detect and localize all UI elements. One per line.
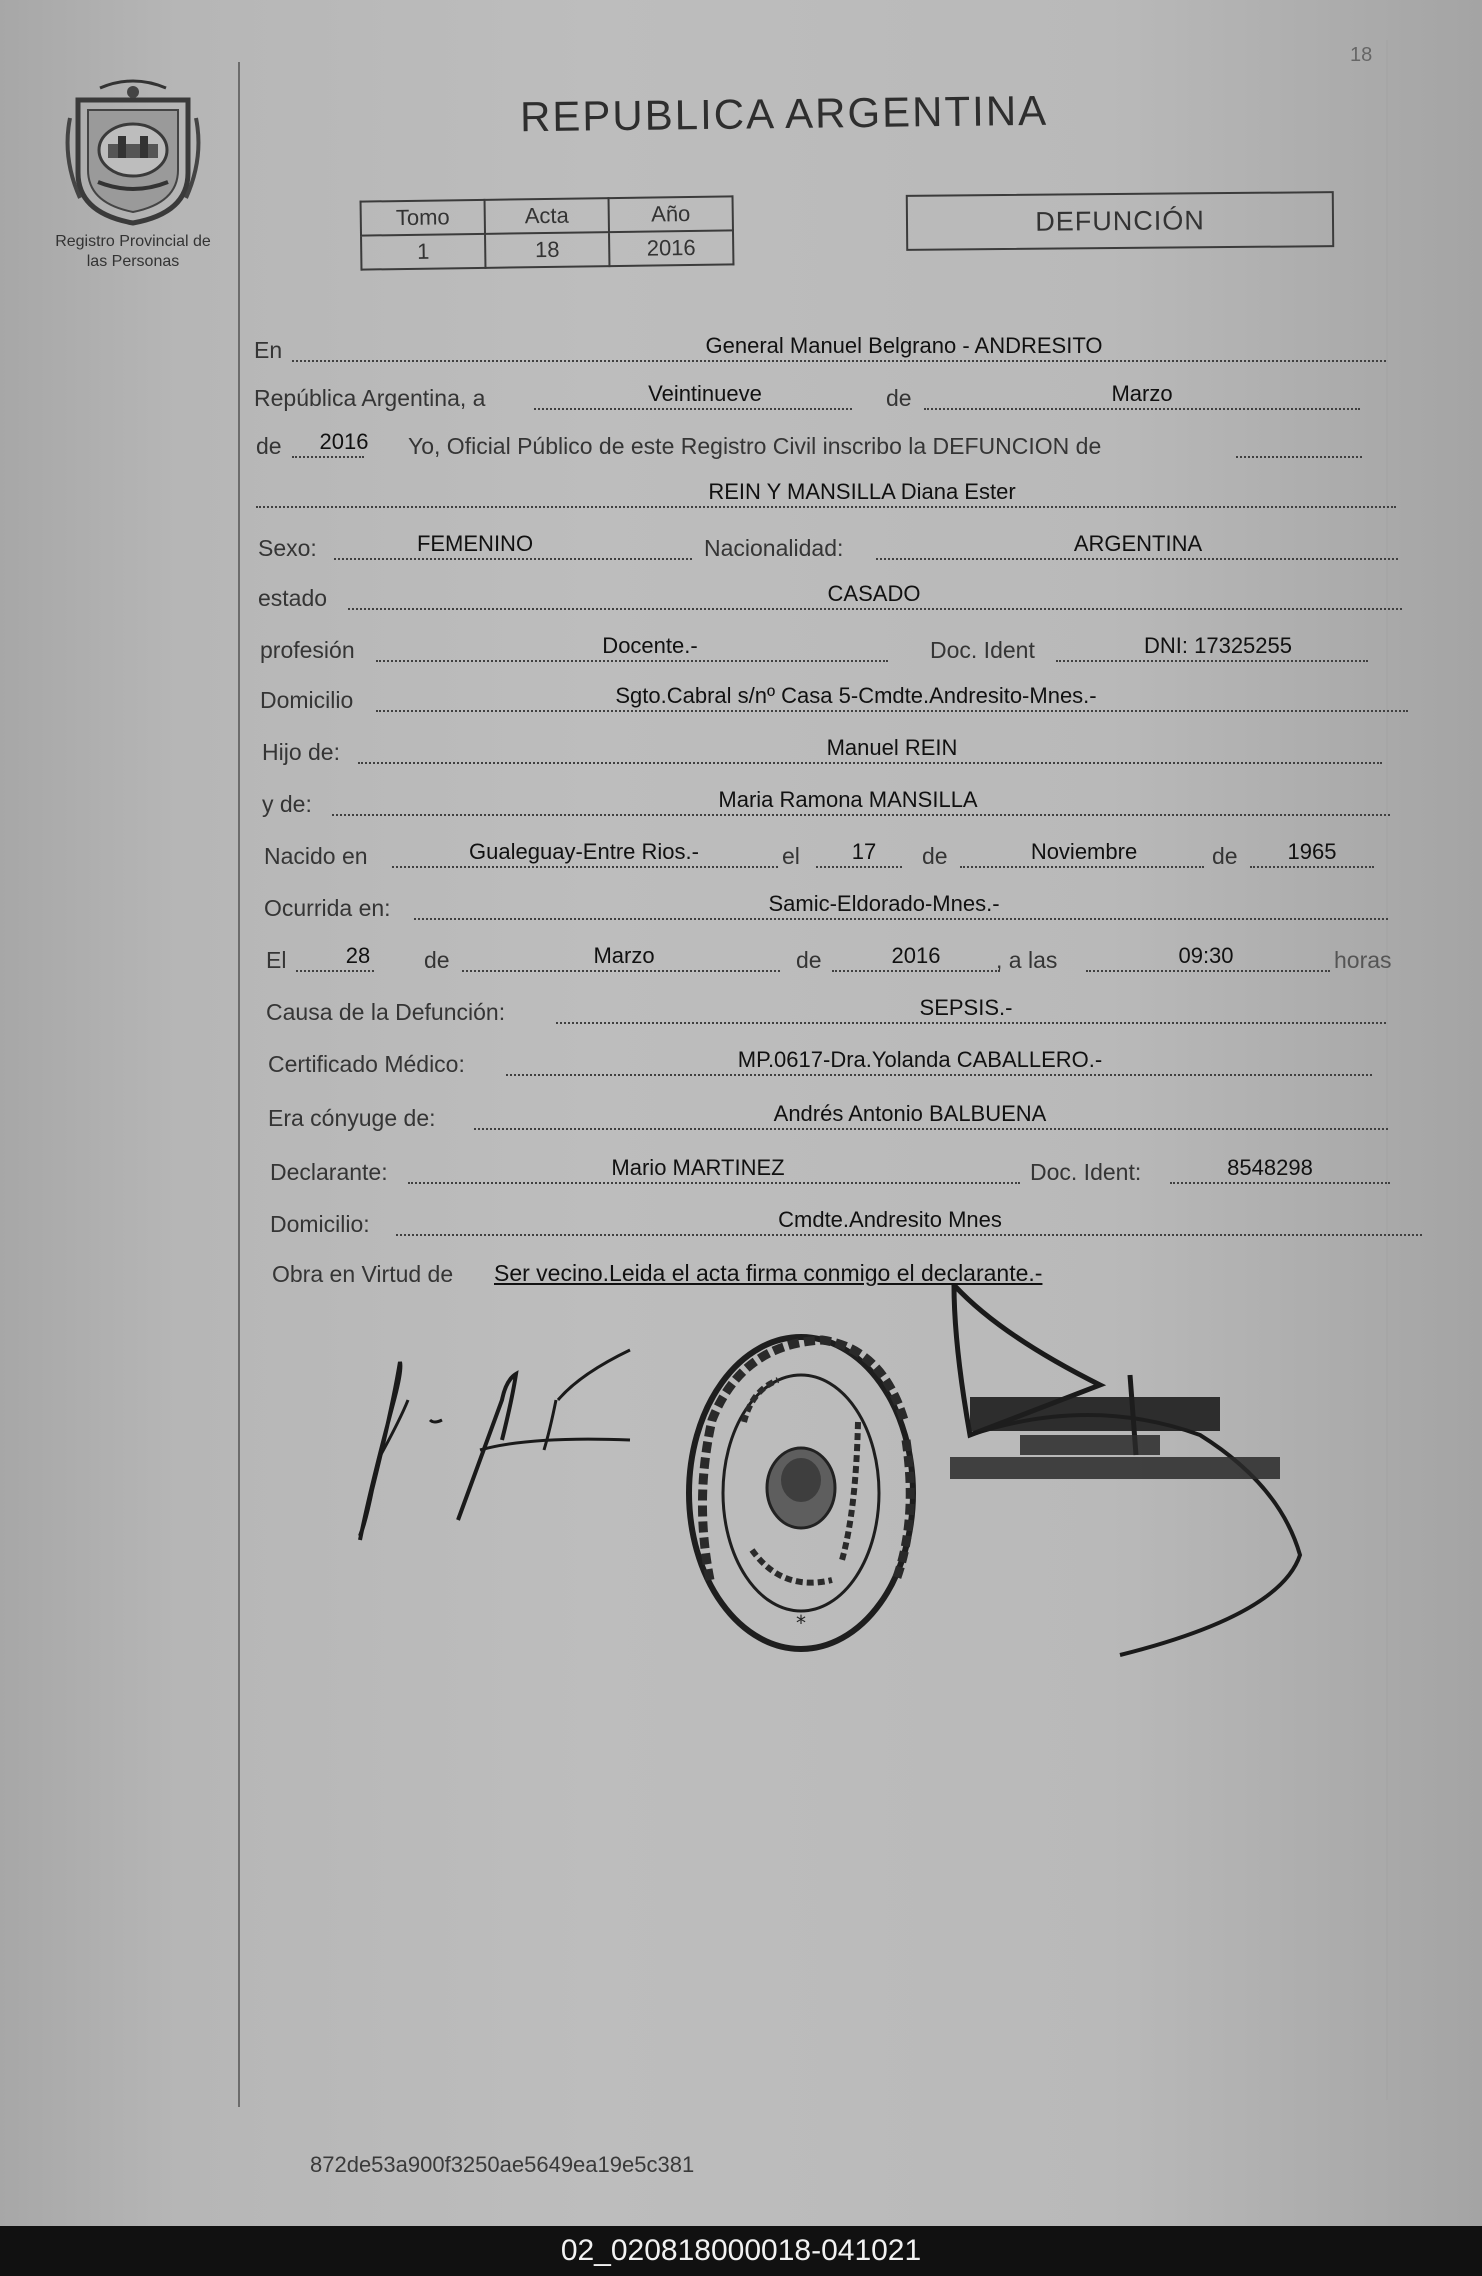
republica-day: Veintinueve xyxy=(648,381,762,406)
nacido-day: 17 xyxy=(851,839,877,864)
nacido-de1: de xyxy=(922,843,948,869)
fecha-month-line xyxy=(462,970,780,972)
footer-code: 02_020818000018-041021 xyxy=(0,2226,1482,2276)
causa-label: Causa de la Defunción: xyxy=(266,999,506,1025)
row-profesion xyxy=(260,626,1372,666)
provincial-coat-of-arms-icon xyxy=(58,78,208,226)
row-conyuge xyxy=(268,1094,1388,1134)
ocurrida-label: Ocurrida en: xyxy=(264,895,391,921)
nacido-year-line xyxy=(1250,866,1374,868)
registry-label xyxy=(30,232,236,272)
doc-ident-label: Doc. Ident xyxy=(930,637,1035,663)
fecha-el: El xyxy=(266,947,287,973)
margin-rule xyxy=(238,62,240,2107)
row-declarante xyxy=(270,1148,1394,1188)
declarante-line xyxy=(408,1182,1020,1184)
obra-label: Obra en Virtud de xyxy=(272,1261,454,1287)
handwritten-signature-icon xyxy=(330,1340,650,1550)
table-header-acta: Acta xyxy=(485,198,609,234)
row-decl-domicilio xyxy=(270,1200,1422,1240)
record-number-table xyxy=(360,195,735,270)
republica-de: de xyxy=(886,385,912,411)
table-value-ano: 2016 xyxy=(609,230,733,266)
nacionalidad-label: Nacionalidad: xyxy=(704,535,844,561)
en-value: General Manuel Belgrano - ANDRESITO xyxy=(705,333,1103,358)
table-header-ano: Año xyxy=(609,196,733,232)
nacido-label: Nacido en xyxy=(264,843,368,869)
row-causa xyxy=(266,988,1386,1028)
declarante-value: Mario MARTINEZ xyxy=(611,1155,785,1180)
sexo-line xyxy=(334,558,692,560)
decl-domicilio-label: Domicilio: xyxy=(270,1211,370,1237)
document-title: REPUBLICA ARGENTINA xyxy=(519,86,1049,141)
republica-day-line xyxy=(534,408,852,410)
republica-month-line xyxy=(924,408,1360,410)
fecha-de1: de xyxy=(424,947,450,973)
fecha-de2: de xyxy=(796,947,822,973)
doc-ident-value: DNI: 17325255 xyxy=(1144,633,1292,658)
svg-text:*: * xyxy=(796,1611,806,1635)
fecha-horas: horas xyxy=(1334,947,1392,973)
nacido-month: Noviembre xyxy=(1030,839,1138,864)
decl-doc-label: Doc. Ident: xyxy=(1030,1159,1142,1185)
fecha-alas: , a las xyxy=(996,947,1058,973)
row-year xyxy=(256,422,1366,462)
hijo-value: Manuel REIN xyxy=(826,735,958,760)
estado-value: CASADO xyxy=(827,581,921,606)
fecha-time-line xyxy=(1086,970,1330,972)
declarante-label: Declarante: xyxy=(270,1159,388,1185)
domicilio-line xyxy=(376,710,1408,712)
fecha-year: 2016 xyxy=(891,943,941,968)
nacionalidad-line xyxy=(876,558,1398,560)
delegate-stamp-signature-icon xyxy=(940,1285,1320,1665)
nacido-day-line xyxy=(816,866,902,868)
en-line xyxy=(292,360,1386,362)
conyuge-line xyxy=(474,1128,1388,1130)
registry-label-line1: Registro Provincial de xyxy=(55,233,211,250)
en-label: En xyxy=(254,337,283,363)
fecha-day: 28 xyxy=(345,943,371,968)
decl-domicilio-value: Cmdte.Andresito Mnes xyxy=(778,1207,1002,1232)
name-line xyxy=(256,506,1396,508)
year-line xyxy=(292,456,364,458)
decl-doc-value: 8548298 xyxy=(1227,1155,1313,1180)
conyuge-label: Era cónyuge de: xyxy=(268,1105,436,1131)
table-header-tomo: Tomo xyxy=(361,200,485,236)
official-oval-seal-icon xyxy=(682,1330,920,1656)
page-number: 18 xyxy=(1350,44,1373,66)
certificado-label: Certificado Médico: xyxy=(268,1051,465,1077)
certificado-value: MP.0617-Dra.Yolanda CABALLERO.- xyxy=(737,1047,1103,1072)
table-value-tomo: 1 xyxy=(361,234,485,270)
decl-domicilio-line xyxy=(396,1234,1422,1236)
fecha-year-line xyxy=(832,970,1000,972)
y-de-label: y de: xyxy=(262,791,312,817)
row-en xyxy=(252,326,1392,366)
profesion-label: profesión xyxy=(260,637,355,663)
fecha-month: Marzo xyxy=(593,943,655,968)
record-type-box: DEFUNCIÓN xyxy=(906,191,1334,251)
row-ocurrida xyxy=(264,884,1388,924)
domicilio-value: Sgto.Cabral s/nº Casa 5-Cmdte.Andresito-Mnes.- xyxy=(615,683,1097,708)
estado-label: estado xyxy=(258,585,328,611)
row-fecha xyxy=(266,936,1402,976)
row-y-de xyxy=(262,780,1390,820)
row-sexo xyxy=(258,524,1398,564)
row-republica xyxy=(254,374,1364,414)
obra-value: Ser vecino.Leida el acta firma conmigo el declarante.- xyxy=(494,1260,1043,1286)
registry-label-line2: las Personas xyxy=(86,253,180,270)
nacido-month-line xyxy=(960,866,1204,868)
document-hash: 872de53a900f3250ae5649ea19e5c381 xyxy=(310,2152,695,2177)
nacido-year: 1965 xyxy=(1287,839,1337,864)
row-hijo xyxy=(262,728,1382,768)
causa-line xyxy=(556,1022,1386,1024)
y-de-line xyxy=(332,814,1390,816)
nacido-place: Gualeguay-Entre Rios.- xyxy=(469,839,699,864)
nacionalidad-value: ARGENTINA xyxy=(1073,531,1203,556)
inscribo-text: Yo, Oficial Público de este Registro Civil inscribo la DEFUNCION de xyxy=(408,433,1102,459)
certificado-line xyxy=(506,1074,1372,1076)
hijo-label: Hijo de: xyxy=(262,739,340,765)
profesion-value: Docente.- xyxy=(602,633,698,658)
year-value: 2016 xyxy=(319,429,369,454)
domicilio-label: Domicilio xyxy=(260,687,354,713)
table-value-acta: 18 xyxy=(485,232,609,268)
estado-line xyxy=(348,608,1402,610)
inscribo-line xyxy=(1236,456,1362,458)
nacido-place-line xyxy=(392,866,778,868)
sexo-label: Sexo: xyxy=(258,535,317,561)
deceased-name: REIN Y MANSILLA Diana Ester xyxy=(708,479,1016,504)
y-de-value: Maria Ramona MANSILLA xyxy=(718,787,978,812)
republica-label: República Argentina, a xyxy=(254,385,486,411)
decl-doc-line xyxy=(1170,1182,1390,1184)
ocurrida-line xyxy=(414,918,1388,920)
causa-value: SEPSIS.- xyxy=(919,995,1013,1020)
ocurrida-value: Samic-Eldorado-Mnes.- xyxy=(768,891,1000,916)
row-domicilio xyxy=(260,676,1408,716)
row-nacido xyxy=(264,832,1376,872)
fecha-day-line xyxy=(296,970,374,972)
hijo-line xyxy=(358,762,1382,764)
fecha-time: 09:30 xyxy=(1178,943,1234,968)
nacido-de2: de xyxy=(1212,843,1238,869)
nacido-el: el xyxy=(782,843,800,869)
row-name xyxy=(256,472,1396,512)
row-certificado xyxy=(268,1040,1372,1080)
doc-ident-line xyxy=(1056,660,1368,662)
sexo-value: FEMENINO xyxy=(416,531,534,556)
row-obra xyxy=(272,1250,1272,1290)
conyuge-value: Andrés Antonio BALBUENA xyxy=(773,1101,1047,1126)
row-estado xyxy=(258,574,1402,614)
profesion-line xyxy=(376,660,888,662)
year-de: de xyxy=(256,433,282,459)
republica-month: Marzo xyxy=(1111,381,1173,406)
